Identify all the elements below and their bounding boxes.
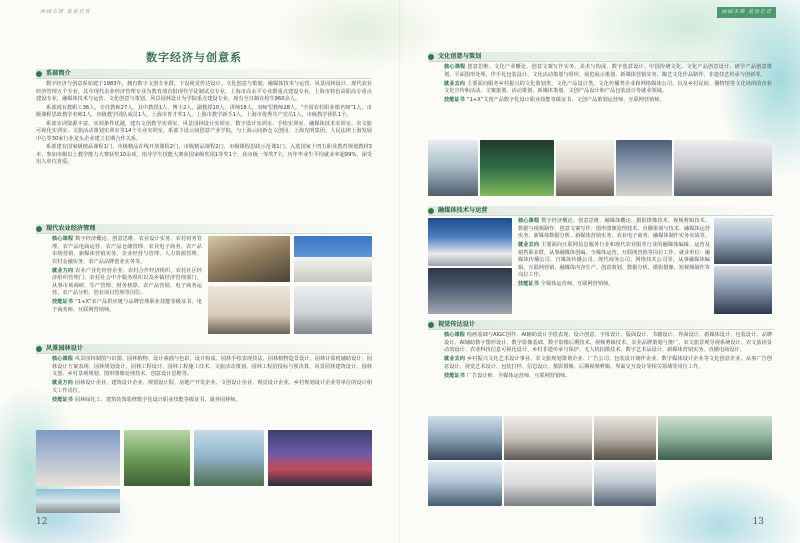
label-career: 就业方向 — [52, 267, 74, 274]
landscape-body — [52, 356, 372, 406]
agri-photo-exhibition — [208, 286, 290, 334]
section-heading-visual-comm: 视觉传达设计 — [428, 320, 774, 330]
right-page — [400, 0, 800, 543]
page-number-left: 12 — [36, 516, 48, 527]
landscape-photo-group — [36, 430, 120, 486]
cc-photo-crafts — [556, 140, 614, 196]
label-core-courses: 核心课程 — [52, 356, 73, 362]
label-career: 就业方向 — [52, 380, 73, 387]
label-career: 就业去向 — [444, 80, 466, 87]
label-core-courses: 核心课程 — [52, 236, 74, 242]
bullet-icon — [36, 71, 42, 77]
section-heading-landscape: 风景园林设计 — [36, 344, 372, 354]
agri-mgmt-body — [52, 236, 202, 316]
agri-core-courses-text: 数字经济概论、创意思维、农业设计实务、农村财务管理、农产品电商运营、农产品仓储管理、农业电子商务、农产品市场营销、新媒体营销实务、企业经营与管理、人力资源管理、农村金融实务、农产品品牌创业实务等。 — [52, 236, 202, 265]
bullet-icon — [36, 346, 42, 352]
vc-photo-classroom — [594, 462, 656, 506]
label-certificates: 技能证书 — [52, 396, 73, 403]
section-heading-media-tech: 融媒体技术与运营 — [428, 206, 774, 216]
landscape-photo-garden — [194, 430, 264, 486]
cc-career-text: 主要面向服务乡村振兴的文化策划类、文化产品设计类、文化传播类企业和网络媒体公司，以及乡村民宿、播物馆等文化场所的企业文化宣传和活动、文案策划、活动策划、新媒体策划、文创产品设计和产品包装设计等就业领域。 — [444, 80, 772, 95]
landscape-photo-planting — [124, 430, 190, 486]
vc-photo-camera — [428, 462, 502, 506]
media-tech-body — [518, 218, 710, 290]
page-number-right: 13 — [752, 516, 764, 527]
section-heading-agri-mgmt: 现代农业经济管理 — [36, 224, 372, 234]
landscape-career-text: 园林设计企业、建筑设计企业、规划设计院、房地产开发企业、文创设计企业、视觉设计企业、乡村规划设计企业等单位的设计相关工作岗位。 — [52, 380, 372, 394]
agri-career-text: 农业产业化经营企业、农村合作经济组织、农村社区经济组织管理门、农村社会中介服务组织以及乡镇经济管理部门，从事市场调研、生产管理、财务核算、农产品营销、电子商务运营、农产品分析、创业项目管理等岗位。 — [52, 267, 202, 297]
cultural-creative-body — [444, 64, 772, 106]
vc-photo-computer-lab — [594, 416, 656, 460]
vc-photo-design-room — [504, 462, 592, 506]
cc-photo-students — [616, 140, 672, 196]
dept-intro-paragraph: 数字经济与创意系始建于1983年，拥有数字文创专业群，下设视觉传达设计、文化创意与策划、融媒体技术与运营、风景园林设计、现代农业经济管理五个专业，其中现代农业经济管理专业为教育部首批现代学徒制试点专业，上海市高水平专业群重点建设专业，上海市特色高职高专重点建设专业，融媒体技术与运营、文化创意与策划、风景园林设计为学院重点建设专业，现有全日制在校生960余人。 — [36, 81, 372, 103]
landscape-core-courses-text: 风景园林制图与识图、园林植物、设计素描与色彩、设计构成、园林手绘表现技法、园林植物造景设计、园林计算机辅助设计、园林设计方案表现、园林规划设计、园林工程设计、园林工程施工技术、文旅活动策划、园林工程招投标与预决算、风景园林建筑设计、园林文创、乡村景观规划、图形图像处理技术、创意设计思维等。 — [52, 356, 372, 378]
vc-cert-text: 广告设计师、全媒体运营师、互联网营销师。 — [466, 372, 571, 379]
landscape-photo-award-stage — [268, 430, 372, 486]
label-certificates: 技能证书 — [444, 372, 465, 379]
bullet-icon — [428, 54, 434, 60]
media-photo-broadcast — [428, 268, 512, 314]
media-photo-livestream — [714, 218, 772, 264]
dept-intro-paragraph: 系部实训资源丰富，实训条件优越，建有文创教学实训室、风景园林设计实训室、数字设计实训室、手绘实训室、融媒体技术实训室、农文旅可视化实训室、文旅活动策划实训室等14个专业实训室，系部下设云间创意产业学院，与上海云间新仓文创园、上海光明集团、人民法律上海发展中心等30家行业龙头企业建立长期合作关系。 — [36, 120, 372, 142]
cc-photo-workshop — [428, 140, 478, 196]
label-core-courses: 核心课程 — [444, 332, 465, 338]
vc-core-courses-text: 绘画基础与AIGC创作、AI辅助设计手绘表现、设计创意、字体设计、版面设计、书籍设计、界面设计、新媒体设计、包装设计、品牌设计、AI辅助数字图形设计、数字影像基础、数字影像后期技术、视频剪辑技术、农业品牌策划与推广、农文旅景观导视系统设计、农文旅场景动效设计、农业科技信息可视化设计、乡村非遗传承与保护、无人机拍摄技术、数字艺术品设计、新媒体营销实务、直播电商设计。 — [444, 332, 772, 354]
cc-core-courses-text: 创意思维、文化产业概论、创意文案写作实务、美术与构成、数字创意设计、中国传统文化、文化产品创意设计、研学产品创意策划、平面图形处理、伴手礼包装设计、文化活动策划与组织、展览展示策划、新媒体营销实务、陶艺文化作品制作、非遗技艺传承与创新等。 — [444, 64, 772, 78]
label-career: 就业去向 — [444, 356, 466, 363]
label-certificates: 技能证书 — [444, 97, 465, 104]
agri-cert-text: “1+X”农产品供应链与品牌管理职业技能等级证书、电子商务师、互联网营销师。 — [52, 299, 202, 313]
vc-photo-studio — [658, 416, 772, 460]
label-certificates: 技能证书 — [52, 299, 74, 306]
dept-intro-body — [36, 81, 372, 168]
landscape-cert-text: 园林绿化工、建筑装饰装修数字化设计职业技能等级证书、康养园林师。 — [74, 396, 241, 403]
landscape-photo-site — [36, 489, 120, 513]
vc-career-text: 乡村振兴文化艺术设计事业、农文旅规划策划企业、广告公司、包装设计制作企业、数字媒体设计企业等文化创意企业，从事广告创意设计、视觉艺术设计、包装打样、信息设计、摄影摄像、后期视频剪辑、界面交互设计等相关领域等岗位工作。 — [444, 356, 772, 370]
dept-intro-paragraph: 系部建有国家级精品课程1门、市级精品在线开放课程2门，市级精品课程2门，市级课程思政示范课1门。入选国家十四五职业教育规划教材3本，参加市级以上教学能力大赛获奖10余项，指导学生技能大赛获国家级奖项1等奖1个，获市级一等奖7个。历年毕业生平均就业率超99%，深受用人单位喜爱。 — [36, 144, 372, 166]
label-certificates: 技能证书 — [518, 281, 539, 288]
bullet-icon — [428, 322, 434, 328]
cc-cert-text: “1+X”文创产品数字化设计职业技能等级证书、文创产品策划运营师、互联网营销师。 — [466, 97, 665, 104]
media-photo-studio — [428, 218, 512, 266]
vc-photo-exhibit — [428, 416, 502, 460]
agri-photo-seminar — [208, 236, 290, 282]
bullet-icon — [36, 226, 42, 232]
agri-photo-classroom — [294, 286, 372, 334]
dept-intro-paragraph: 系部现有教职工36人，专任教师27人，其中教授1人，博士2人，副教授10人，讲师18人，双师型教师28人。“全国农村职业课名师”1人，市级课程思政教学名师1人，市级教学团队成员1人，上海市育才奖1人，上海市教学新手1人，上海市优秀共产党员1人，市级教学团队1个。 — [36, 104, 372, 119]
vc-photo-lecture — [504, 416, 592, 460]
label-core-courses: 核心课程 — [518, 218, 540, 224]
agri-photo-award-ceremony — [294, 236, 372, 282]
media-core-courses-text: 数字经济概论、创意思维、融媒体概论、摄影摄像技术、视频剪辑技术、数据与视频制作、创意文案写作、图形图像处理技术、直播策划与技术、融媒体运营实务、新媒体数据分析、新媒体营销实务、农业电子商务、融媒体制作实务实战等。 — [518, 218, 710, 240]
section-heading-cultural-creative: 文化创意与策划 — [428, 52, 774, 62]
label-career: 就业去向 — [518, 242, 540, 249]
media-photo-editing — [714, 266, 772, 314]
media-career-text: 主要面向互联网信息服务行业和现代农业服务行业的融媒体编辑、运营及销售职业群，从事融媒体创编、全媒体运营、互联网营销等岗位工作。就业单位：融媒体传播公司、自媒体传播公司、现代商务公司、网络技术公司等，从事融媒体编辑、互联网营销、融媒体内容生产、创意策划、数据分析、摄影摄像、短视频制作等岗位工作。 — [518, 242, 710, 279]
label-core-courses: 核心课程 — [444, 64, 466, 70]
header-tag-left: 兩屆丰碑 基业长青 — [40, 9, 91, 15]
header-tag-right: 兩屆丰碑 基业长青 — [717, 7, 776, 18]
section-heading-dept-intro: 系部简介 — [36, 69, 372, 79]
media-cert-text: 全媒体运营师、互联网营销师。 — [540, 281, 614, 288]
cc-photo-pottery — [674, 140, 772, 196]
visual-comm-body — [444, 332, 772, 382]
bullet-icon — [428, 208, 434, 214]
page-title: 数字经济与创意系 — [146, 51, 242, 64]
cc-photo-presentation — [480, 140, 554, 196]
